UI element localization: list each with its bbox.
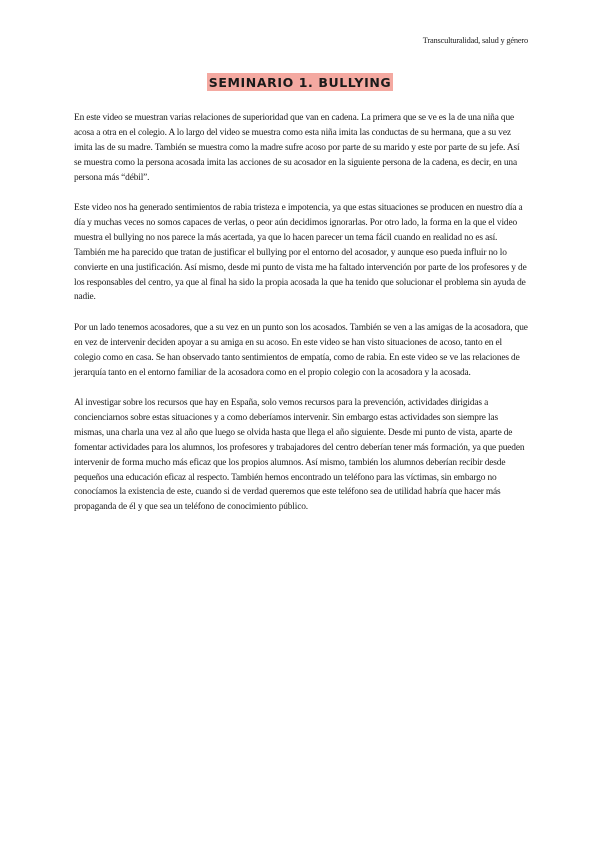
running-header: Transculturalidad, salud y género [422, 36, 528, 45]
paragraph: Al investigar sobre los recursos que hay en España, solo vemos recursos para la prevención, actividades dirigidas a concienciarnos sobre estas situaciones y a como deberíamos intervenir. Sin embargo estas actividades son siempre las mismas, una charla una vez al año que luego se olvida hasta que llega el año siguiente. Desde mi punto de vista, aparte de fomentar actividades para los alumnos, los profesores y trabajadores del centro deberían tener más formación, ya que pueden intervenir de forma mucho más eficaz que los propios alumnos. Así mismo, también los alumnos deberían recibir desde pequeños una educación eficaz al respecto. También hemos encontrado un teléfono para las víctimas, sin embargo no conocíamos la existencia de este, cuando si de verdad queremos que este teléfono sea de utilidad habría que hacer más propaganda de él y que sea un teléfono de conocimiento público. [74, 398, 525, 513]
paragraph: En este video se muestran varias relaciones de superioridad que van en cadena. La primera que se ve es la de una niña que acosa a otra en el colegio. A lo largo del video se muestra como esta niña imita las conductas de su hermana, que a su vez imita las de su madre. También se muestra como la madre sufre acoso por parte de su marido y este por parte de su jefe. Así se muestra como la persona acosada imita las acciones de su acosador en la siguiente persona de la cadena, es decir, en una persona más “débil”. [74, 113, 520, 183]
page-title: SEMINARIO 1. BULLYING [208, 75, 392, 90]
paragraph: Este video nos ha generado sentimientos de rabia tristeza e impotencia, ya que estas situaciones se producen en nuestro día a día y muchas veces no somos capaces de verlas, o peor aún decidimos ignorarlas. Por otro lado, la forma en la que el video muestra el bullying no nos parece la más acertada, ya que lo hacen parecer un tema fácil cuando en realidad no es así. También me ha parecido que tratan de justificar el bullying por el entorno del acosador, y aunque eso pueda influir no lo convierte en una justificación. Así mismo, desde mi punto de vista me ha faltado intervención por parte de los profesores y de los responsables del centro, ya que al final ha sido la propia acosada la que ha tenido que solucionar el problema sin ayuda de nadie. [74, 203, 527, 303]
title-block [0, 73, 600, 92]
paragraph: Por un lado tenemos acosadores, que a su vez en un punto son los acosados. También se ven a las amigas de la acosadora, que en vez de intervenir deciden apoyar a su amiga en su acoso. En este video se han visto situaciones de acoso, tanto en el colegio como en casa. Se han observado tanto sentimientos de empatía, como de rabia. En este video se ve las relaciones de jerarquía tanto en el entorno familiar de la acosadora como en el propio colegio con la acosadora y la acosada. [74, 322, 528, 378]
document-body [74, 111, 528, 531]
